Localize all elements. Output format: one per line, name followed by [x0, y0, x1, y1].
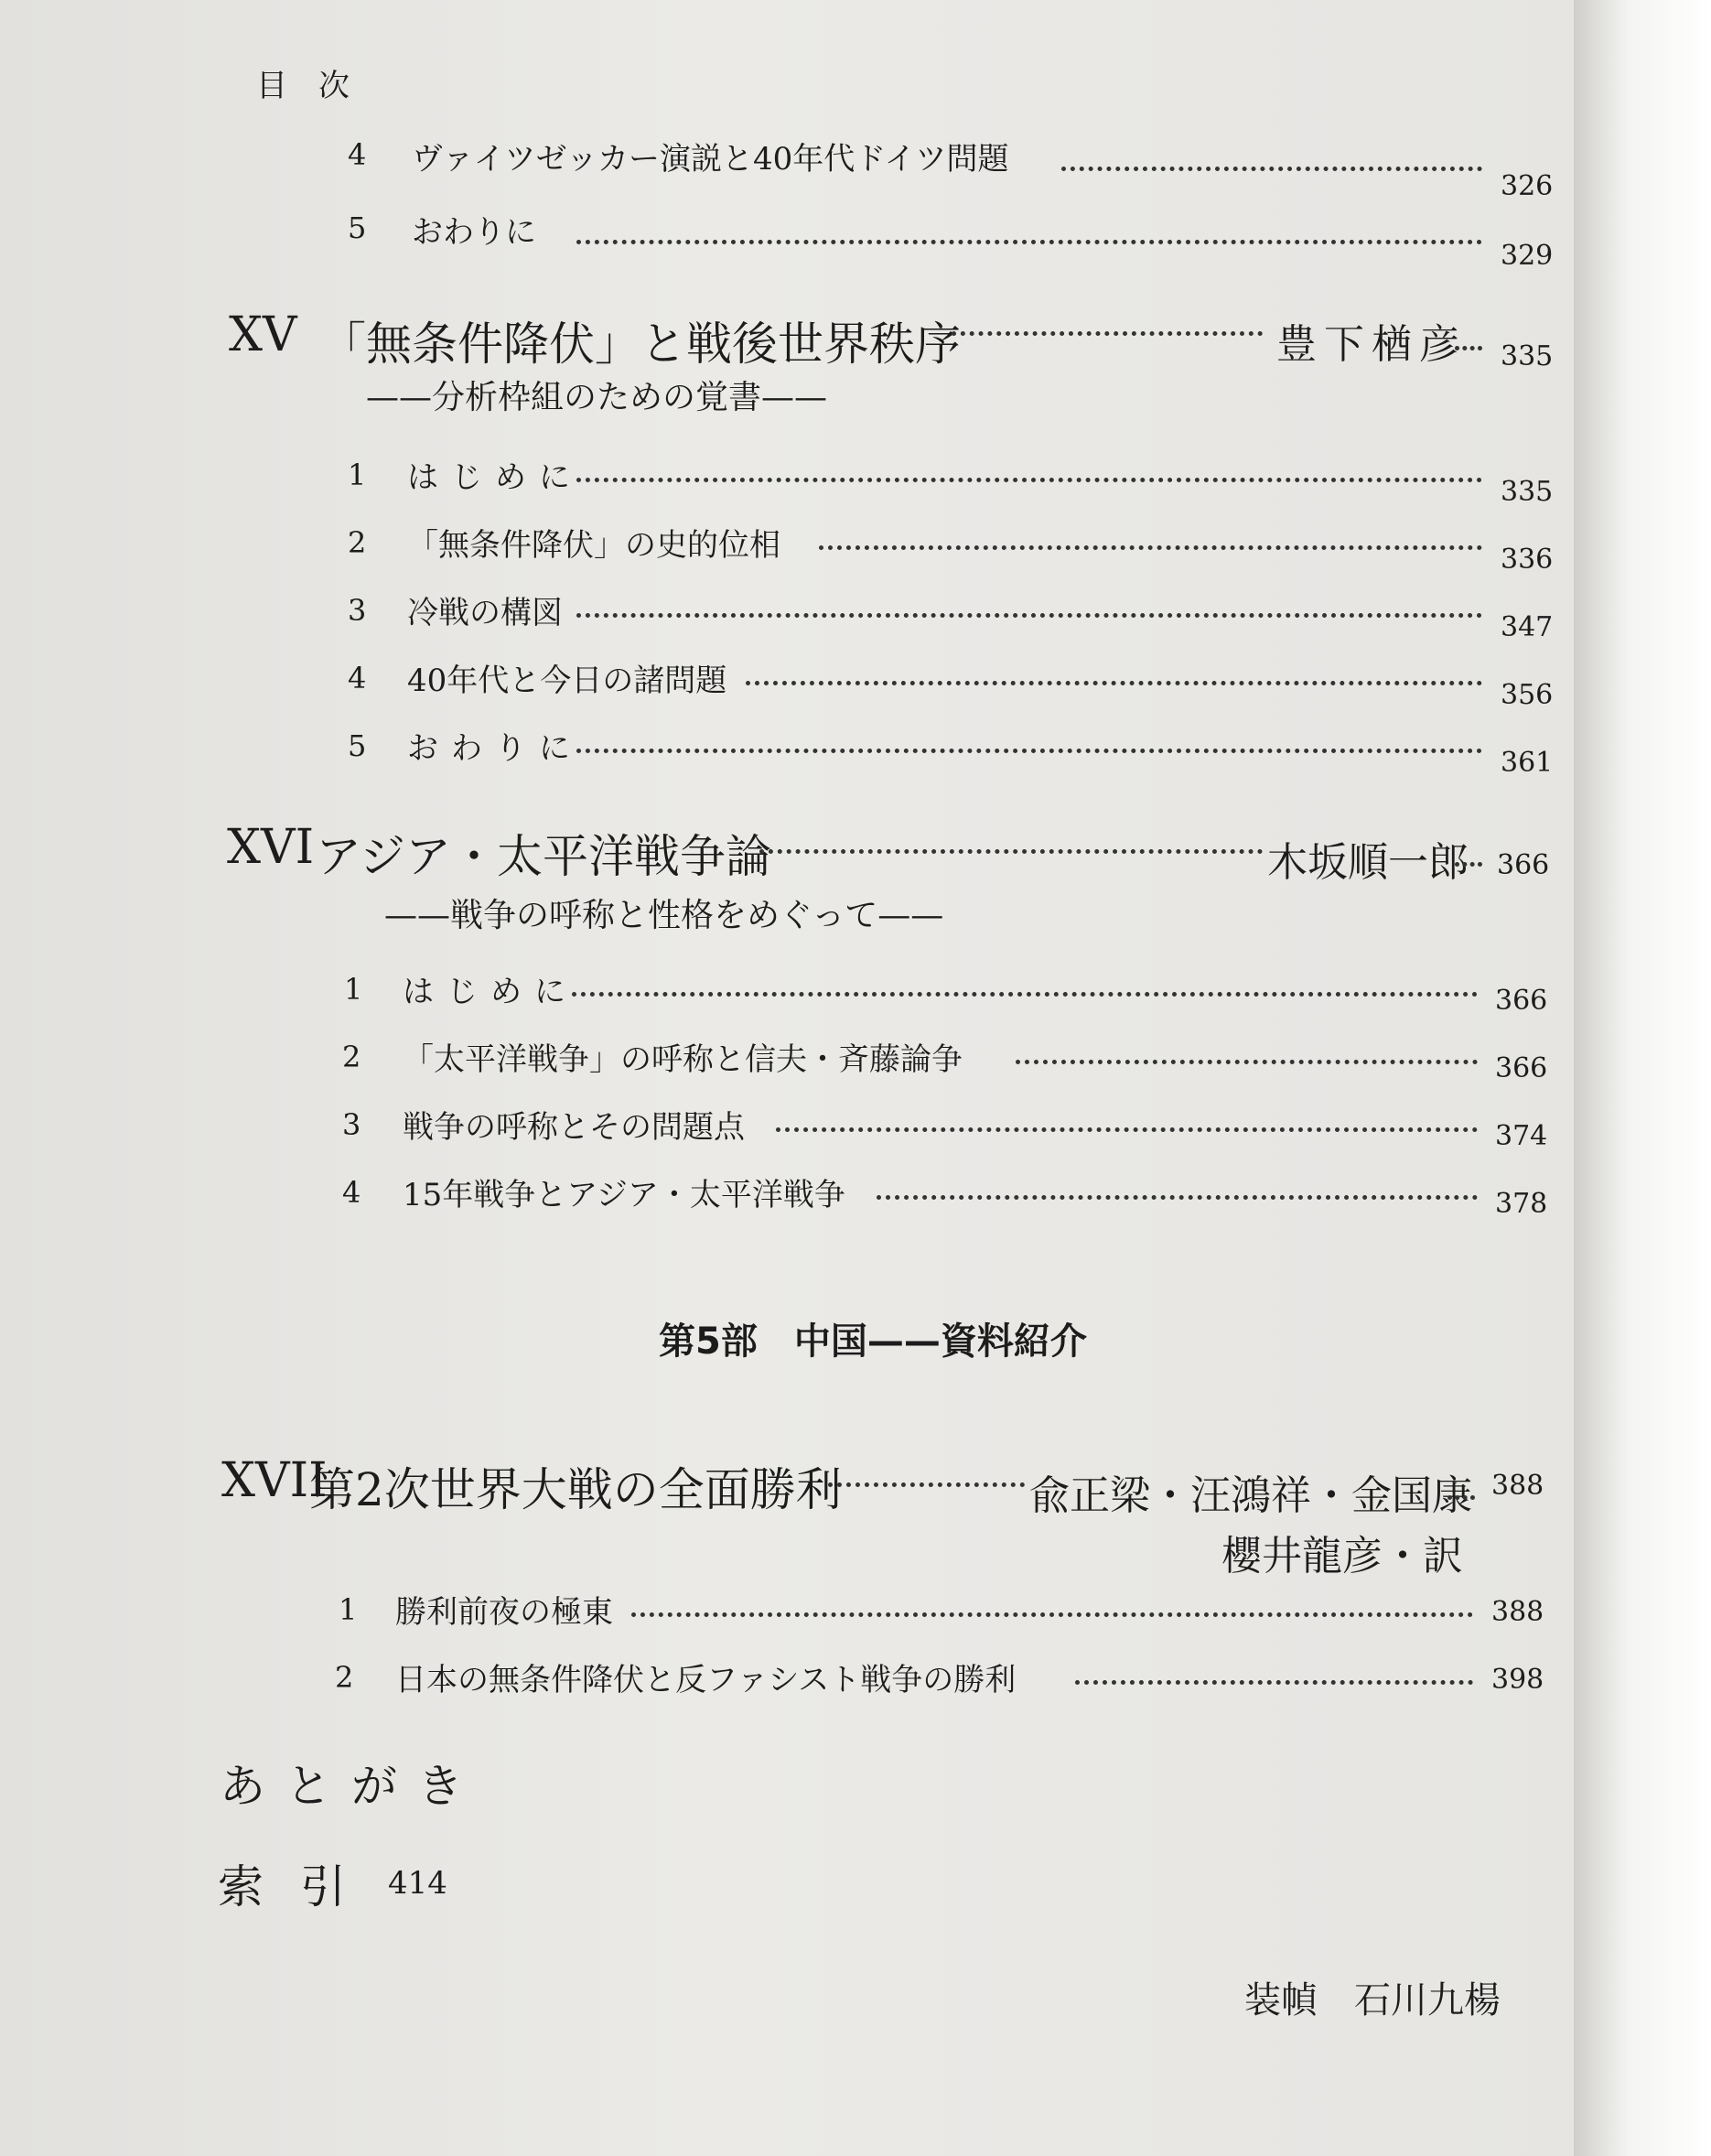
- section-page: 378: [1495, 1188, 1548, 1220]
- leader-dots: [576, 749, 1482, 753]
- section-title: 「無条件降伏」の史的位相: [407, 527, 780, 564]
- page-edge-shadow: [1574, 0, 1711, 2156]
- chapter-subtitle: ——分析枠組のための覚書——: [366, 379, 828, 416]
- chapter-title: 「無条件降伏」と戦後世界秩序: [320, 318, 961, 371]
- chapter-translator: 櫻井龍彦・訳: [1221, 1533, 1463, 1579]
- section-number: 1: [344, 972, 363, 1007]
- leader-dots: [819, 545, 1482, 550]
- leader-dots: [576, 240, 1482, 244]
- section-title: ヴァイツゼッカー演説と40年代ドイツ問題: [412, 141, 1009, 178]
- section-page: 326: [1501, 170, 1554, 202]
- section-title: おわりに: [407, 730, 583, 767]
- leader-dots: [952, 331, 1263, 336]
- leader-dots: [576, 613, 1482, 618]
- section-title: おわりに: [412, 214, 536, 251]
- section-number: 3: [348, 593, 367, 628]
- section-page: 361: [1501, 747, 1554, 779]
- leader-dots: [1455, 862, 1482, 867]
- cover-design-credit: 装幀 石川九楊: [1244, 1979, 1501, 2021]
- leader-dots: [576, 478, 1482, 482]
- section-number: 1: [348, 458, 367, 492]
- section-title: 戦争の呼称とその問題点: [403, 1109, 745, 1146]
- section-page: 366: [1495, 1052, 1548, 1084]
- section-page: 366: [1495, 985, 1548, 1017]
- section-title: 冷戦の構図: [407, 595, 563, 631]
- section-number: 3: [342, 1107, 361, 1142]
- leader-dots: [1455, 346, 1482, 350]
- leader-dots: [572, 992, 1478, 997]
- chapter-numeral: XV: [229, 307, 297, 362]
- chapter-numeral: XVII: [221, 1453, 328, 1508]
- chapter-page: 366: [1497, 849, 1550, 881]
- section-page: 398: [1491, 1664, 1544, 1696]
- section-page: 329: [1501, 240, 1554, 272]
- chapter-title: アジア・太平洋戦争論: [316, 830, 771, 883]
- section-page: 336: [1501, 544, 1554, 576]
- section-number: 4: [348, 661, 367, 695]
- chapter-title: 第2次世界大戦の全面勝利: [309, 1463, 842, 1516]
- index-heading: 索引: [218, 1860, 382, 1913]
- section-title: 40年代と今日の諸問題: [407, 663, 727, 699]
- section-number: 5: [348, 210, 367, 245]
- section-number: 2: [342, 1040, 361, 1074]
- section-title: 勝利前夜の極東: [395, 1594, 613, 1631]
- afterword-heading: あとがき: [220, 1760, 483, 1813]
- chapter-page: 388: [1491, 1470, 1544, 1502]
- section-page: 335: [1501, 476, 1554, 508]
- section-page: 356: [1501, 679, 1554, 711]
- chapter-subtitle: ——戦争の呼称と性格をめぐって——: [384, 897, 944, 934]
- leader-dots: [1016, 1060, 1478, 1064]
- leader-dots: [759, 849, 1263, 854]
- section-number: 5: [348, 728, 367, 763]
- chapter-page: 335: [1501, 340, 1554, 372]
- section-title: 15年戦争とアジア・太平洋戦争: [403, 1177, 845, 1213]
- chapter-author: 兪正梁・汪鴻祥・金国康: [1029, 1472, 1472, 1519]
- section-page: 388: [1491, 1596, 1544, 1628]
- section-page: 347: [1501, 611, 1554, 643]
- leader-dots: [776, 1127, 1478, 1132]
- index-page: 414: [388, 1865, 447, 1902]
- leader-dots: [631, 1612, 1473, 1617]
- section-title: はじめに: [407, 459, 583, 496]
- section-page: 374: [1495, 1120, 1548, 1152]
- section-title: 日本の無条件降伏と反ファシスト戦争の勝利: [395, 1662, 1017, 1698]
- section-title: はじめに: [403, 974, 578, 1010]
- leader-dots: [1075, 1680, 1473, 1685]
- section-title: 「太平洋戦争」の呼称と信夫・斉藤論争: [403, 1041, 963, 1078]
- running-header: 目次: [256, 68, 381, 104]
- leader-dots: [746, 681, 1482, 685]
- chapter-author: 木坂順一郎: [1267, 839, 1469, 886]
- leader-dots: [877, 1195, 1478, 1200]
- part-heading: 第5部 中国——資料紹介: [659, 1321, 1087, 1363]
- chapter-numeral: XVI: [227, 820, 315, 875]
- chapter-author: 豊下楢彦: [1276, 321, 1467, 368]
- leader-dots: [1061, 167, 1482, 171]
- section-number: 4: [342, 1175, 361, 1210]
- leader-dots: [1447, 1495, 1475, 1500]
- section-number: 2: [348, 525, 367, 560]
- section-number: 2: [335, 1660, 354, 1695]
- leader-dots: [828, 1482, 1025, 1487]
- section-number: 1: [339, 1592, 358, 1627]
- section-number: 4: [348, 137, 367, 172]
